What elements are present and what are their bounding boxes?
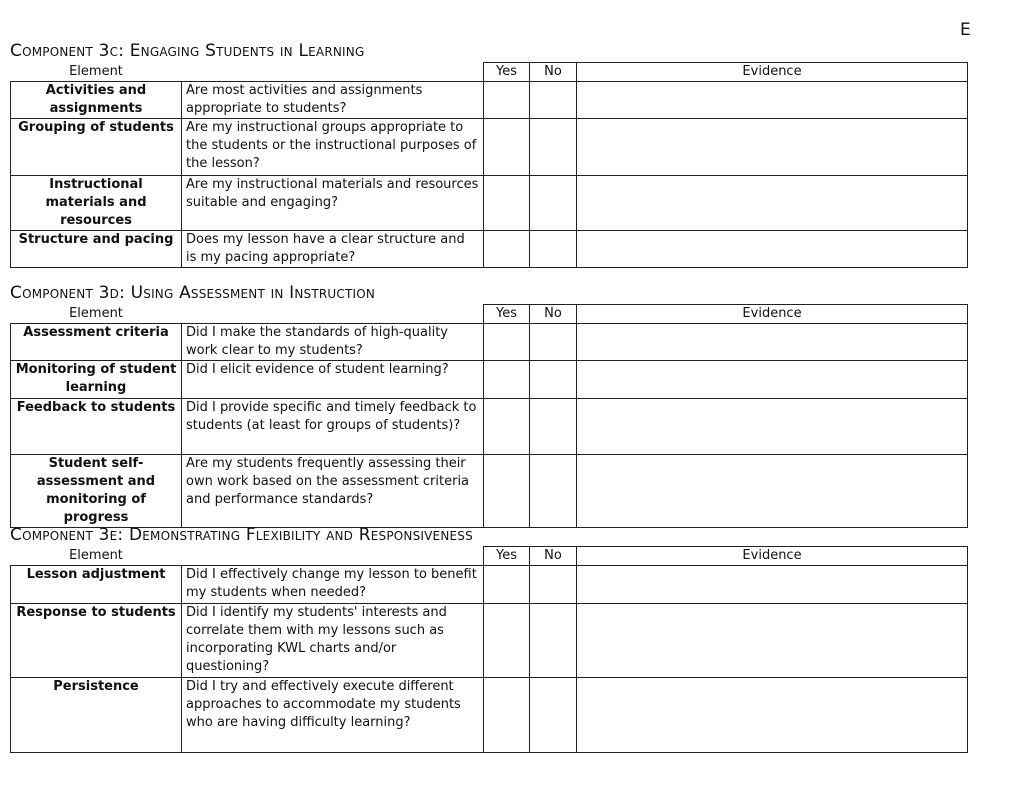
element-label: Response to students xyxy=(11,604,182,678)
yes-cell[interactable] xyxy=(484,231,530,268)
evidence-cell[interactable] xyxy=(577,361,968,399)
no-cell[interactable] xyxy=(530,361,577,399)
evidence-cell[interactable] xyxy=(577,119,968,176)
evidence-cell[interactable] xyxy=(577,566,968,604)
no-cell[interactable] xyxy=(530,678,577,753)
yes-cell[interactable] xyxy=(484,176,530,231)
element-label: Assessment criteria xyxy=(11,324,182,361)
evidence-cell[interactable] xyxy=(577,678,968,753)
yes-cell[interactable] xyxy=(484,361,530,399)
yes-cell[interactable] xyxy=(484,119,530,176)
column-header-yes: Yes xyxy=(484,305,530,324)
evidence-cell[interactable] xyxy=(577,324,968,361)
yes-cell[interactable] xyxy=(484,678,530,753)
yes-cell[interactable] xyxy=(484,82,530,119)
no-cell[interactable] xyxy=(530,455,577,528)
table-row xyxy=(11,119,968,176)
rubric-table-3c xyxy=(10,62,968,268)
yes-cell[interactable] xyxy=(484,455,530,528)
column-header-element: Element xyxy=(69,63,123,79)
evidence-cell[interactable] xyxy=(577,399,968,455)
yes-cell[interactable] xyxy=(484,399,530,455)
question-text: Does my lesson have a clear structure and is my pacing appropriate? xyxy=(182,231,484,268)
column-header-no: No xyxy=(530,63,577,82)
yes-cell[interactable] xyxy=(484,604,530,678)
element-label: Lesson adjustment xyxy=(11,566,182,604)
question-text: Did I effectively change my lesson to benefit my students when needed? xyxy=(182,566,484,604)
column-header-no: No xyxy=(530,547,577,566)
section-title: Component 3e: Demonstrating Flexibility and Responsiveness xyxy=(10,525,473,545)
table-row xyxy=(11,82,968,119)
element-label: Instructional materials and resources xyxy=(11,176,182,231)
element-label: Structure and pacing xyxy=(11,231,182,268)
no-cell[interactable] xyxy=(530,399,577,455)
table-row xyxy=(11,399,968,455)
evidence-cell[interactable] xyxy=(577,455,968,528)
column-header-evidence: Evidence xyxy=(577,305,968,324)
column-header-element: Element xyxy=(69,305,123,321)
question-text: Did I identify my students' interests and correlate them with my lessons such as incorporating KWL charts and/or questioning? xyxy=(182,604,484,678)
no-cell[interactable] xyxy=(530,119,577,176)
no-cell[interactable] xyxy=(530,231,577,268)
no-cell[interactable] xyxy=(530,324,577,361)
element-label: Feedback to students xyxy=(11,399,182,455)
element-label: Grouping of students xyxy=(11,119,182,176)
column-header-evidence: Evidence xyxy=(577,63,968,82)
column-header-yes: Yes xyxy=(484,63,530,82)
evidence-cell[interactable] xyxy=(577,231,968,268)
table-row xyxy=(11,324,968,361)
element-label: Monitoring of student learning xyxy=(11,361,182,399)
question-text: Are my instructional materials and resources suitable and engaging? xyxy=(182,176,484,231)
yes-cell[interactable] xyxy=(484,566,530,604)
section-3d xyxy=(10,282,968,528)
table-row xyxy=(11,678,968,753)
question-text: Did I provide specific and timely feedback to students (at least for groups of students)? xyxy=(182,399,484,455)
table-row xyxy=(11,361,968,399)
rubric-table-3d xyxy=(10,304,968,528)
no-cell[interactable] xyxy=(530,566,577,604)
section-3e xyxy=(10,524,968,753)
evidence-cell[interactable] xyxy=(577,604,968,678)
page-letter: E xyxy=(960,20,971,40)
question-text: Did I make the standards of high-quality work clear to my students? xyxy=(182,324,484,361)
evidence-cell[interactable] xyxy=(577,82,968,119)
column-header-element: Element xyxy=(69,547,123,563)
element-label: Activities and assignments xyxy=(11,82,182,119)
section-title: Component 3d: Using Assessment in Instruction xyxy=(10,283,376,303)
no-cell[interactable] xyxy=(530,604,577,678)
section-3c xyxy=(10,40,968,268)
element-label: Student self-assessment and monitoring of progress xyxy=(11,455,182,528)
section-title: Component 3c: Engaging Students in Learning xyxy=(10,41,365,61)
rubric-table-3e xyxy=(10,546,968,753)
evidence-cell[interactable] xyxy=(577,176,968,231)
question-text: Are my instructional groups appropriate to the students or the instructional purposes of the lesson? xyxy=(182,119,484,176)
question-text: Are my students frequently assessing their own work based on the assessment criteria and performance standards? xyxy=(182,455,484,528)
table-row xyxy=(11,455,968,528)
question-text: Are most activities and assignments appropriate to students? xyxy=(182,82,484,119)
table-row xyxy=(11,566,968,604)
table-row xyxy=(11,604,968,678)
column-header-yes: Yes xyxy=(484,547,530,566)
element-label: Persistence xyxy=(11,678,182,753)
no-cell[interactable] xyxy=(530,176,577,231)
yes-cell[interactable] xyxy=(484,324,530,361)
question-text: Did I try and effectively execute different approaches to accommodate my students who are having difficulty learning? xyxy=(182,678,484,753)
table-row xyxy=(11,231,968,268)
table-row xyxy=(11,176,968,231)
no-cell[interactable] xyxy=(530,82,577,119)
column-header-evidence: Evidence xyxy=(577,547,968,566)
question-text: Did I elicit evidence of student learning? xyxy=(182,361,484,399)
column-header-no: No xyxy=(530,305,577,324)
